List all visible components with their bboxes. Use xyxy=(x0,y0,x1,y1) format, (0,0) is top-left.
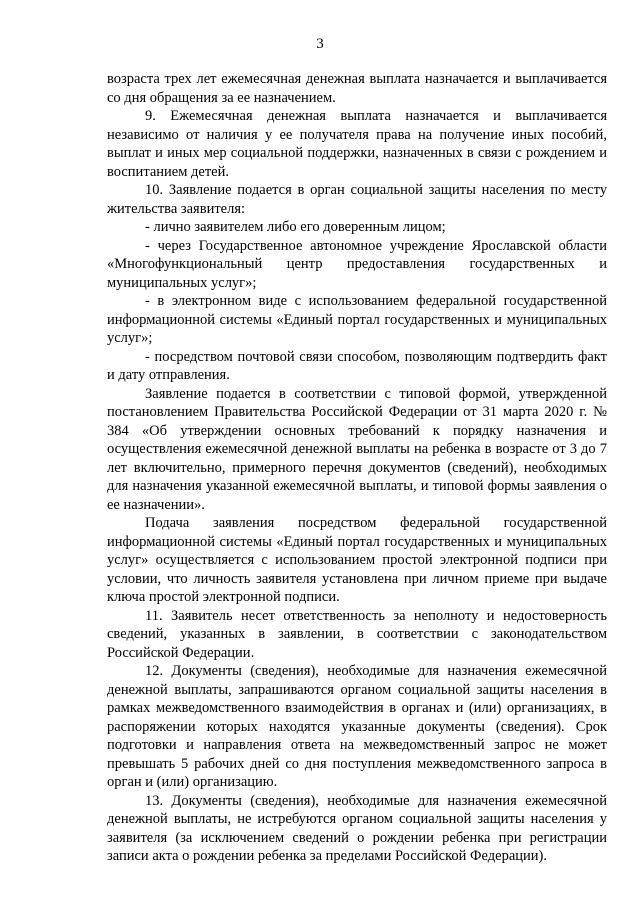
paragraph-item-12: 12. Документы (сведения), необходимые для назначения ежемесячной денежной выплаты, запрашиваются органом социальной защиты населения в рамках межведомственного взаимодействия в органах и (или) организациях, в распоряжении которых находятся указанные документы (сведения). Срок подготовки и направления ответа на межведомственный запрос не может превышать 5 рабочих дней со дня поступления межведомственного запроса в орган и (или) организацию. xyxy=(107,663,607,790)
paragraph-continuation: возраста трех лет ежемесячная денежная выплата назначается и выплачивается со дня обращения за ее назначением. xyxy=(107,71,607,106)
paragraph-form: Заявление подается в соответствии с типовой формой, утвержденной постановлением Правительства Российской Федерации от 31 марта 2020 г. № 384 «Об утверждении основных требований к порядку назначения и осуществления ежемесячной денежной выплаты на ребенка в возрасте от 3 до 7 лет включительно, примерного перечня документов (сведений), необходимых для назначения указанной ежемесячной выплаты, и типовой формы заявления о ее назначении». xyxy=(107,385,607,513)
paragraph-item-13: 13. Документы (сведения), необходимые для назначения ежемесячной денежной выплаты, не истребуются органом социальной защиты населения у заявителя (за исключением сведений о рождении ребенка при регистрации записи акта о рождении ребенка за пределами Российской Федерации). xyxy=(107,792,607,864)
page-number: 3 xyxy=(316,36,324,52)
paragraph-portal-submission: Подача заявления посредством федеральной государственной информационной системы «Единый портал государственных и муниципальных услуг» осуществляется с использованием простой электронной подписи при условии, что личность заявителя установлена при личном приеме при выдаче ключа простой электронной подписи. xyxy=(107,515,607,605)
paragraph-item-9: 9. Ежемесячная денежная выплата назначается и выплачивается независимо от наличия у ее получателя права на получение иных пособий, выплат и иных мер социальной поддержки, назначенных в связи с рождением и воспитанием детей. xyxy=(107,108,607,180)
paragraph-item-10: 10. Заявление подается в орган социальной защиты населения по месту жительства заявителя: xyxy=(107,182,607,217)
document-body xyxy=(107,70,607,866)
list-item-electronic: - в электронном виде с использованием федеральной государственной информационной системы «Единый портал государственных и муниципальных услуг»; xyxy=(107,293,607,346)
list-item-postal: - посредством почтовой связи способом, позволяющим подтвердить факт и дату отправления. xyxy=(107,348,607,383)
list-item-mfc: - через Государственное автономное учреждение Ярославской области «Многофункциональный центр предоставления государственных и муниципальных услуг»; xyxy=(107,237,607,291)
paragraph-item-11: 11. Заявитель несет ответственность за неполноту и недостоверность сведений, указанных в заявлении, в соответствии с законодательством Российской Федерации. xyxy=(107,607,607,661)
list-item-in-person: - лично заявителем либо его доверенным лицом; xyxy=(145,219,446,235)
